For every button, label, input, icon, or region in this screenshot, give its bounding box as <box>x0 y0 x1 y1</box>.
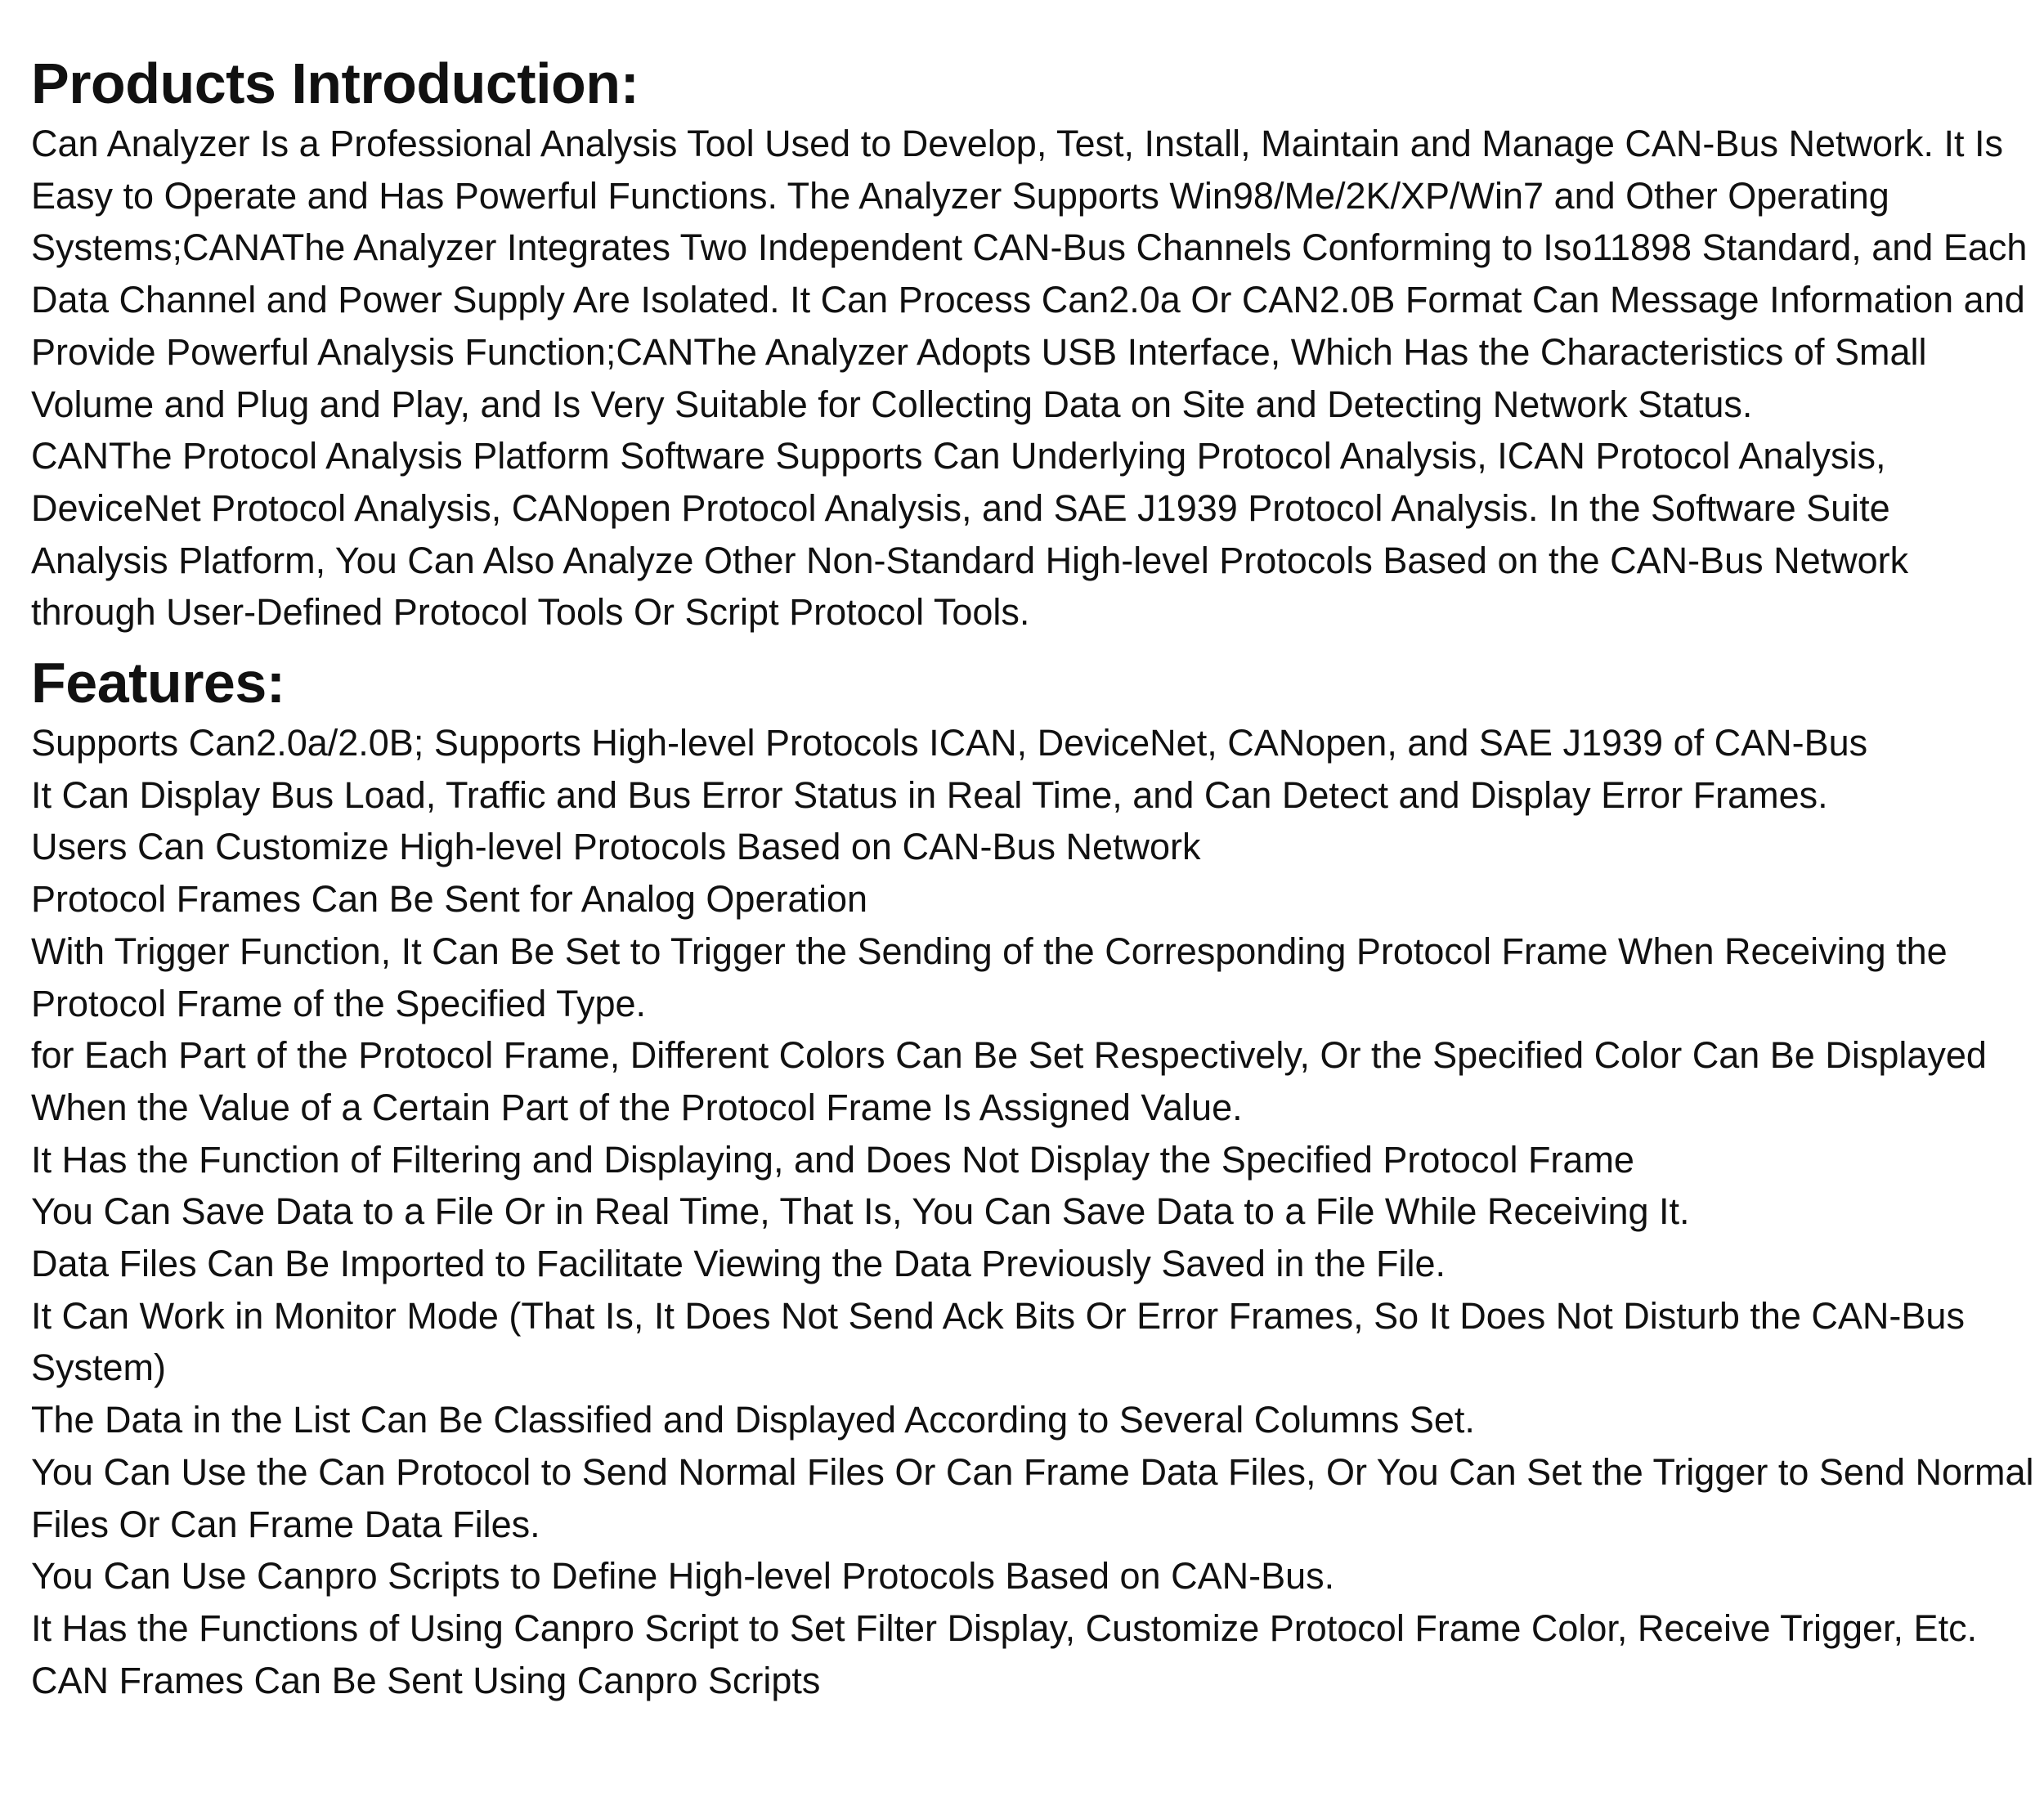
feature-item: With Trigger Function, It Can Be Set to Trigger the Sending of the Corresponding Protocol Frame When Receiving the Protocol Frame of the Specified Type. <box>31 930 1948 1024</box>
feature-item: You Can Use Canpro Scripts to Define High-level Protocols Based on CAN-Bus. <box>31 1555 1335 1598</box>
feature-item: Protocol Frames Can Be Sent for Analog Operation <box>31 878 868 921</box>
feature-item: Supports Can2.0a/2.0B; Supports High-level Protocols ICAN, DeviceNet, CANopen, and SAE J1939 of CAN-Bus <box>31 722 1868 764</box>
features-heading: Features: <box>31 651 285 715</box>
feature-item: It Can Display Bus Load, Traffic and Bus Error Status in Real Time, and Can Detect and Display Error Frames. <box>31 773 1828 816</box>
feature-item: You Can Save Data to a File Or in Real Time, That Is, You Can Save Data to a File While Receiving It. <box>31 1190 1690 1233</box>
feature-item: You Can Use the Can Protocol to Send Normal Files Or Can Frame Data Files, Or You Can Set the Trigger to Send Normal Files Or Can Frame Data Files. <box>31 1450 2034 1545</box>
feature-item: It Has the Function of Filtering and Displaying, and Does Not Display the Specified Protocol Frame <box>31 1138 1634 1181</box>
document-body <box>31 49 2034 1706</box>
feature-item: Users Can Customize High-level Protocols Based on CAN-Bus Network <box>31 826 1201 868</box>
feature-item: CAN Frames Can Be Sent Using Canpro Scripts <box>31 1659 821 1701</box>
features-list <box>31 717 2034 1706</box>
feature-item: It Has the Functions of Using Canpro Script to Set Filter Display, Customize Protocol Frame Color, Receive Trigger, Etc. <box>31 1607 1978 1649</box>
feature-item: It Can Work in Monitor Mode (That Is, It Does Not Send Ack Bits Or Error Frames, So It Does Not Disturb the CAN-Bus System) <box>31 1294 1965 1389</box>
feature-item: for Each Part of the Protocol Frame, Different Colors Can Be Set Respectively, Or the Specified Color Can Be Displayed When the Value of a Certain Part of the Protocol Frame Is Assigned Value. <box>31 1034 1987 1128</box>
products-introduction-heading: Products Introduction: <box>31 52 639 115</box>
feature-item: Data Files Can Be Imported to Facilitate Viewing the Data Previously Saved in the File. <box>31 1243 1446 1285</box>
intro-paragraph-2: CANThe Protocol Analysis Platform Software Supports Can Underlying Protocol Analysis, ICAN Protocol Analysis, DeviceNet Protocol Analysis, CANopen Protocol Analysis, and SAE J1939 Protocol Analysis. In the Software Suite Analysis Platform, You Can Also Analyze Other Non-Standard High-level Protocols Based on the CAN-Bus Network through User-Defined Protocol Tools Or Script Protocol Tools. <box>31 435 1909 634</box>
feature-item: The Data in the List Can Be Classified and Displayed According to Several Columns Set. <box>31 1399 1475 1441</box>
intro-paragraph-1: Can Analyzer Is a Professional Analysis Tool Used to Develop, Test, Install, Maintain and Manage CAN-Bus Network. It Is Easy to Operate and Has Powerful Functions. The Analyzer Supports Win98/Me/2K/XP/Win7 and Other Operating Systems;CANAThe Analyzer Integrates Two Independent CAN-Bus Channels Conforming to Iso11898 Standard, and Each Data Channel and Power Supply Are Isolated. It Can Process Can2.0a Or CAN2.0B Format Can Message Information and Provide Powerful Analysis Function;CANThe Analyzer Adopts USB Interface, Which Has the Characteristics of Small Volume and Plug and Play, and Is Very Suitable for Collecting Data on Site and Detecting Network Status. <box>31 123 2028 425</box>
